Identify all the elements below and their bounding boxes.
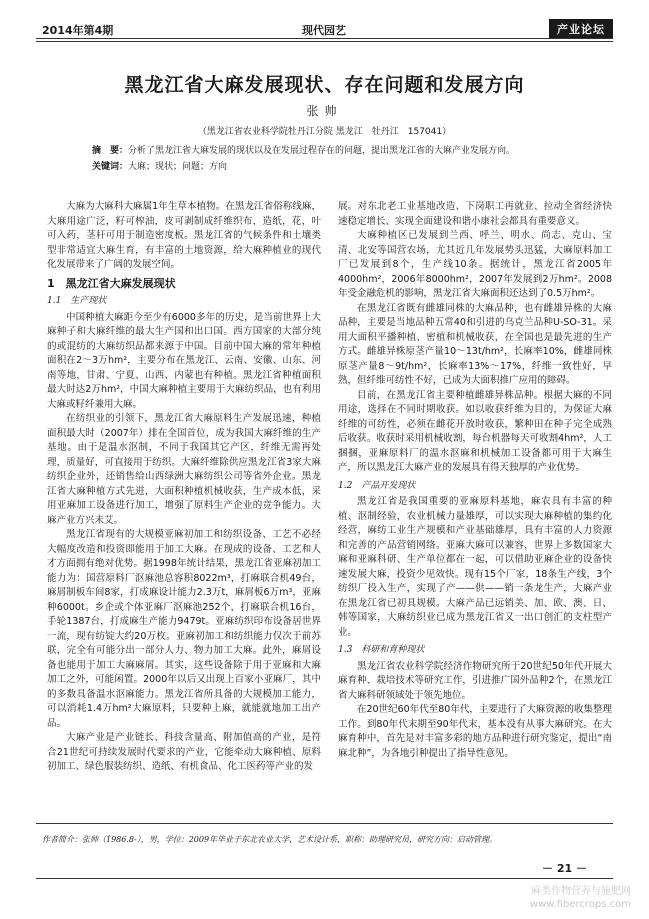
paragraph: 黑龙江省是我国重要的亚麻原料基地，麻农具有丰富的种植、沤制经验，农业机械力量雄厚，可以实现大麻种植的集约化经营，麻纺工业生产规模和产业基础雄厚，具有丰富的人力资源和完善的产品营销网络。亚麻大麻可以兼容，世界上多数国家大麻和亚麻科研、生产单位都在一起，可以借助亚麻企业的设备快速发展大麻，投资少见效快。现有15个厂家，18条生产线，3个纺织厂投入生产，实现了产——供——销一条龙生产，大麻产业在黑龙江省已初具规模。大麻产品已远销美、加、欧、澳、日、韩等国家，大麻纺织业已成为黑龙江省又一出口创汇的支柱型产业。 <box>338 496 612 638</box>
paragraph: 黑龙江省农业科学院经济作物研究所于20世纪50年代开展大麻育种、栽培技术等研究工作，引进推广国外品种2个，在黑龙江省大麻科研领域处于领先地位。 <box>338 660 612 701</box>
page-number: － 21 － <box>542 862 587 875</box>
running-header <box>0 0 649 46</box>
paragraph: 在纺织业的引领下，黑龙江省大麻原料生产发展迅速，种植面积最大时（2007年）排在全国首位，成为我国大麻纤维的生产基地。由于是温水沤制，不同于我国其它产区，纤维无需再处理，质量好，可直接用于纺织。大麻纤维除供应黑龙江省3家大麻纺织企业外，还销售给山西绿洲大麻纺织公司等省外企业。黑龙江省大麻种植方式先进，大面积种植机械收获，生产成本低，采用亚麻加工设备进行加工，增强了原料生产企业的竞争能力。大麻产业方兴未艾。 <box>47 413 321 526</box>
paragraph: 中国种植大麻距今至少有6000多年的历史，是当前世界上大麻种子和大麻纤维的最大生产国和出口国。西方国家的大部分纯的或混纺的大麻纺织品都来源于中国。目前中国大麻的常年种植面积在2～3万hm²，主要分布在黑龙江、云南、安徽、山东、河南等地，甘肃、宁夏、山西、内蒙也有种植。黑龙江省种植面积最大时达2万hm²，中国大麻种植主要用于大麻纺织品，也有利用大麻或籽纤兼用大麻。 <box>47 311 321 410</box>
keywords-text: 大麻；现状；问题；方向 <box>128 162 228 172</box>
footer-rule <box>36 878 613 879</box>
paragraph: 目前，在黑龙江省主要种植雌雄异株品种。根据大麻的不同用途，选择在不同时期收获。如以收获纤维为目的，为保证大麻纤维的可纺性，必须在雌花开放时收获，繁种田在种子完全成熟后收获。收获时采用机械收割，每台机器每天可收割4hm²，人工捆捆，亚麻原料厂的温水沤麻和机械加工设备都可用于大麻生产，所以黑龙江大麻产业的发展具有得天独厚的产业优势。 <box>338 389 612 473</box>
header-rule <box>36 38 613 39</box>
section-heading: 1 黑龙江省大麻发展现状 <box>47 276 176 290</box>
keywords <box>92 160 569 174</box>
section-badge: 产业论坛 <box>549 19 613 39</box>
author-footnote: 作者简介：张帅（1986.8-），男，学位：2009年毕业于东北农业大学，艺术设计系，职称：助理研究员，研究方向：启动管理。 <box>42 835 498 844</box>
article-title: 黑龙江省大麻发展现状、存在问题和发展方向 <box>124 74 525 96</box>
issue-label: 2014年第4期 <box>42 24 114 37</box>
header-rule-2 <box>36 41 613 42</box>
paragraph: 大麻产业是产业链长、科技含量高、附加值高的产业，是符合21世纪可持续发展时代要求的产业，它能牵动大麻种植、原料初加工、绿色服装纺织、造纸、有机食品、化工医药等产业的发 <box>47 732 321 772</box>
affiliation: （黑龙江省农业科学院牡丹江分院 黑龙江 牡丹江 157041） <box>197 127 452 137</box>
abstract-text: 分析了黑龙江省大麻发展的现状以及在发展过程存在的问题，提出黑龙江省的大麻产业发展方向。 <box>128 146 516 156</box>
subsection-heading: 1.3 科研和育种现状 <box>338 645 425 655</box>
paragraph: 展。对东北老工业基地改造、下岗职工再就业、拉动全省经济快速稳定增长、实现全面建设和谐小康社会都具有重要意义。 <box>338 201 612 227</box>
journal-name: 现代园艺 <box>302 24 346 37</box>
paragraph: 在黑龙江省既有雌雄同株的大麻品种，也有雌雄异株的大麻品种，主要是当地品种五常40和引进的乌克兰品种U-SO-31。采用大面积平播种植、密植和机械收获，在全国也是最先进的生产方式。雌雄异株原茎产量10～13t/hm²，长麻率10%，雌雄同株原茎产量8～9t/hm²，长麻率13%～17%，纤维一致性好，早熟，但纤维可纺性不好，已成为大面积推广应用的障碍。 <box>338 302 612 386</box>
subsection-heading: 1.1 生产现状 <box>47 296 107 306</box>
watermark-title: 麻类作物营养与施肥网 <box>531 886 631 897</box>
paragraph: 在20世纪60年代至80年代，主要进行了大麻资源的收集整理工作。到80年代末期至90年代末，基本没有从事大麻研究。在大麻育种中，首先是对丰富多彩的地方品种进行研究鉴定，提出“南麻北种”，为各地引种提出了指导性意见。 <box>338 704 612 759</box>
abstract <box>92 144 569 158</box>
watermark <box>530 885 631 911</box>
footnote-rule <box>36 823 613 824</box>
author-name: 张帅 <box>306 104 343 118</box>
subsection-heading: 1.2 产品开发现状 <box>338 480 416 491</box>
paragraph: 大麻种植区已发展到兰西、呼兰、明水、尚志、克山、宝清、北安等国营农场，尤其近几年发展势头迅猛，大麻原料加工厂已发展到8个，生产线10条。据统计，黑龙江省2005年4000hm²，2006年8000hm²，2007年发展到2万hm²。2008年受金融危机的影响，黑龙江省大麻面积还达到了0.5万hm²。 <box>338 230 612 299</box>
right-column <box>338 200 612 761</box>
paragraph: 黑龙江省现有的大规模亚麻初加工和纺织设备、工艺不必经大幅度改造和投资即能用于加工大麻。在现成的设备、工艺和人才方面拥有绝对优势。据1998年统计结果，黑龙江省亚麻初加工能力为：国营原料厂沤麻池总容积8022m³，打麻联合机49台，麻屑制板车间8家，打成麻设计能力2.3万t，麻屑板6万m³，亚麻种6000t。乡企或个体亚麻厂沤麻池252个，打麻联合机16台，手轮1387台，打成麻生产能力9479t。亚麻纺织印布设备居世界一流，现有纺锭大约20万枚。亚麻初加工和纺织能力仅次于前苏联，完全有可能分出一部分人力、物力加工大麻。此外，麻屑设备也能用于加工大麻麻屑。其实，这些设备除于用于亚麻和大麻加工之外，可能闲置。2000年以后又出现上百家小亚麻厂，其中的多数具备温水沤麻能力。黑龙江省所具备的大规模加工能力，可以消耗1.4万hm²大麻原料，只要种上麻，就能就地加工出产品。 <box>47 529 321 729</box>
abstract-label: 摘 要： <box>92 146 129 156</box>
paragraph: 大麻为大麻科大麻属1年生草本植物。在黑龙江省俗称线麻，大麻用途广泛，籽可榨油，皮可剥制成纤维织布，造纸，花，叶可入药，茎秆可用于制造密度板。黑龙江省的气候条件和土壤类型非常适宜大麻生育，有丰富的土地资源，给大麻种植业的现代化发展带来了广阔的发展空间。 <box>47 201 321 270</box>
keywords-label: 关键词： <box>92 162 129 172</box>
left-column <box>47 200 321 775</box>
watermark-url: www.fibercrops.com <box>529 899 631 910</box>
